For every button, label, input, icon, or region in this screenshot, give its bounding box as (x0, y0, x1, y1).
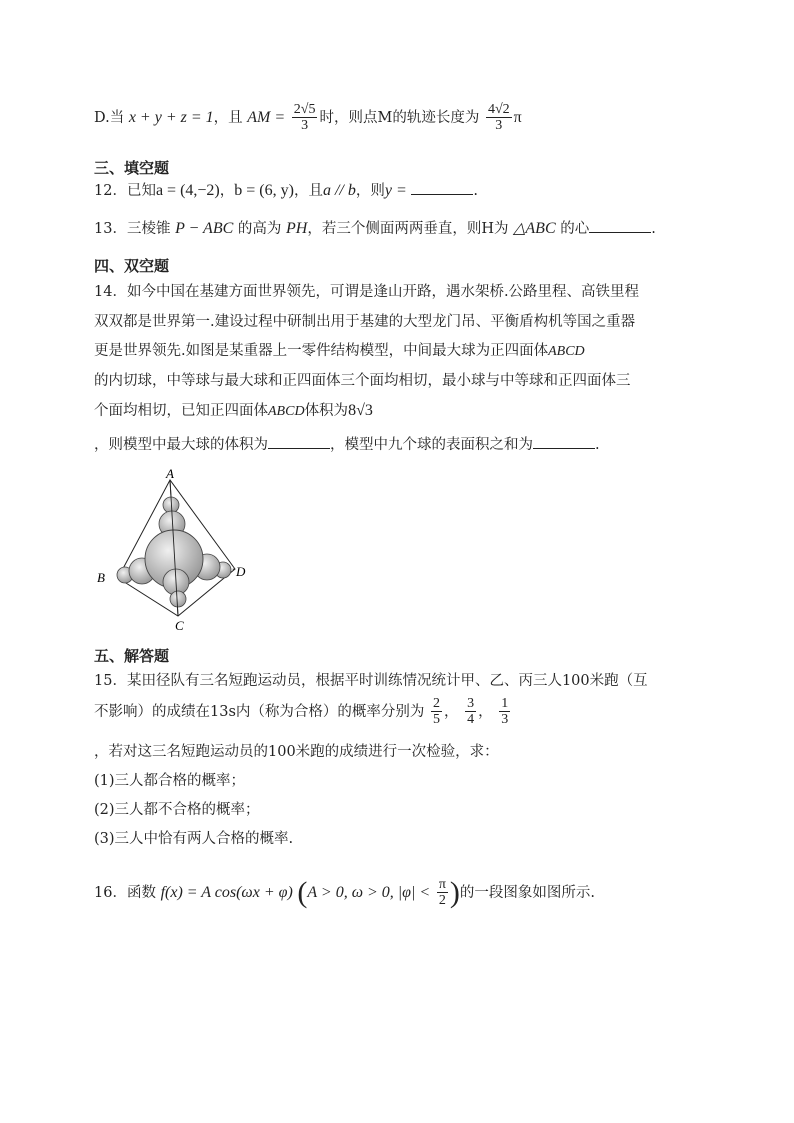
triangle: △ABC (513, 220, 556, 237)
text: 16．函数 (94, 884, 156, 901)
am-fraction (292, 102, 318, 134)
text: ，且 (293, 183, 323, 199)
prob-3 (499, 696, 510, 728)
length-fraction (486, 102, 512, 134)
text: ，且 (213, 109, 243, 126)
vector-a: a = (4,−2) (155, 182, 220, 199)
line: ，若对这三名短跑运动员的100米跑的成绩进行一次检验，求： (94, 743, 499, 760)
volume: 8√3 (348, 402, 373, 419)
function-conditions: A > 0, ω > 0, |φ| < (307, 883, 431, 901)
parallel-condition: a // b (322, 182, 356, 199)
option-d-label: D.当 (94, 109, 125, 126)
text: ， (219, 183, 235, 199)
den: 5 (433, 712, 440, 728)
text: 的心 (560, 221, 590, 237)
section-solve: 五、解答题 (94, 647, 170, 665)
text: . (473, 183, 478, 199)
prob-2 (465, 696, 476, 728)
sub-3: (3)三人中恰有两人合格的概率. (94, 830, 294, 847)
pi-half (437, 877, 448, 909)
function-formula: f(x) = A cos(ωx + φ) (160, 883, 293, 901)
num: 2√5 (293, 102, 316, 117)
text: 12．已知 (94, 183, 156, 199)
text: 个面均相切，已知正四面体 (94, 403, 268, 419)
den: 2 (438, 893, 446, 909)
num: π (438, 877, 446, 892)
den: 3 (501, 712, 509, 728)
option-d (94, 102, 700, 134)
tetrahedron-figure (92, 468, 262, 633)
text: 的高为 (237, 221, 282, 237)
text: ，则模型中最大球的体积为 (94, 436, 268, 453)
y: y = (384, 182, 407, 199)
text: . (651, 221, 656, 237)
question-14 (94, 278, 700, 460)
paren: ( (297, 875, 308, 909)
question-12 (94, 179, 700, 204)
pyramid: P − ABC (175, 220, 234, 237)
tetrahedron: ABCD (268, 404, 305, 419)
section-double-blank: 四、双空题 (94, 257, 170, 275)
pi: π (513, 108, 522, 126)
num: 1 (501, 696, 509, 711)
sub-1: (1)三人都合格的概率； (94, 772, 246, 789)
text: 不影响）的成绩在13s内（称为合格）的概率分别为 (94, 703, 425, 720)
text: 13．三棱锥 (94, 221, 171, 237)
text: ，模型中九个球的表面积之和为 (330, 436, 533, 453)
answer-blank[interactable] (589, 220, 651, 233)
den: 3 (495, 118, 503, 134)
text: 时，则点M的轨迹长度为 (319, 109, 480, 126)
answer-blank[interactable] (411, 182, 473, 195)
section-fill-in: 三、填空题 (94, 159, 170, 177)
prob-1 (431, 696, 442, 728)
num: 4√2 (487, 102, 510, 117)
ball-bottom-small (170, 591, 186, 607)
text: 更是世界领先.如图是某重器上一零件结构模型，中间最大球为正四面体 (94, 343, 549, 359)
vector-b: b = (6, y) (234, 182, 294, 199)
answer-blank-1[interactable] (268, 436, 330, 449)
question-16 (94, 877, 700, 909)
option-d-condition: x + y + z = 1 (128, 108, 214, 126)
tetrahedron: ABCD (548, 344, 585, 359)
text: . (595, 436, 600, 453)
vertex-label-b: B (97, 570, 105, 585)
answer-blank-2[interactable] (533, 436, 595, 449)
paren: ) (449, 875, 460, 909)
sub-2: (2)三人都不合格的概率； (94, 801, 260, 818)
text: ，则 (355, 183, 385, 199)
text: 的一段图象如图所示. (459, 884, 596, 901)
line: 15．某田径队有三名短跑运动员，根据平时训练情况统计甲、乙、丙三人100米跑（互 (94, 673, 648, 689)
num: 3 (467, 696, 475, 711)
am-label: AM = (247, 108, 286, 126)
line: 的内切球，中等球与最大球和正四面体三个面均相切，最小球与中等球和正四面体三 (94, 372, 631, 389)
den: 4 (467, 712, 475, 728)
question-15: 15．某田径队有三名短跑运动员，根据平时训练情况统计甲、乙、丙三人100米跑（互 不影响）的成绩在13s内（称为合格）的概率分别为 $\frac{2}{5}$ ， $\frac{3}{4}$ ， $\frac{1}{3}$ ，若对这三名短跑运动员的100米跑的成绩进行一次检验，求： (1)三人都合格的概率； (2)三人都不合格的概率； (3)三人中恰有两人合格的概率. (94, 667, 700, 854)
text: 体积为 (304, 403, 349, 419)
text: ，若三个侧面两两垂直，则H为 (307, 221, 509, 237)
vertex-label-c: C (175, 618, 184, 633)
question-13 (94, 217, 700, 242)
line: 14．如今中国在基建方面世界领先，可谓是逢山开路，遇水架桥.公路里程、高铁里程 (94, 284, 640, 300)
num: 2 (433, 696, 440, 711)
line: 双双都是世界第一.建设过程中研制出用于基建的大型龙门吊、平衡盾构机等国之重器 (94, 313, 636, 330)
height: PH (286, 220, 308, 237)
vertex-label-a: A (166, 468, 174, 481)
vertex-label-d: D (236, 564, 246, 579)
den: 3 (301, 118, 309, 134)
